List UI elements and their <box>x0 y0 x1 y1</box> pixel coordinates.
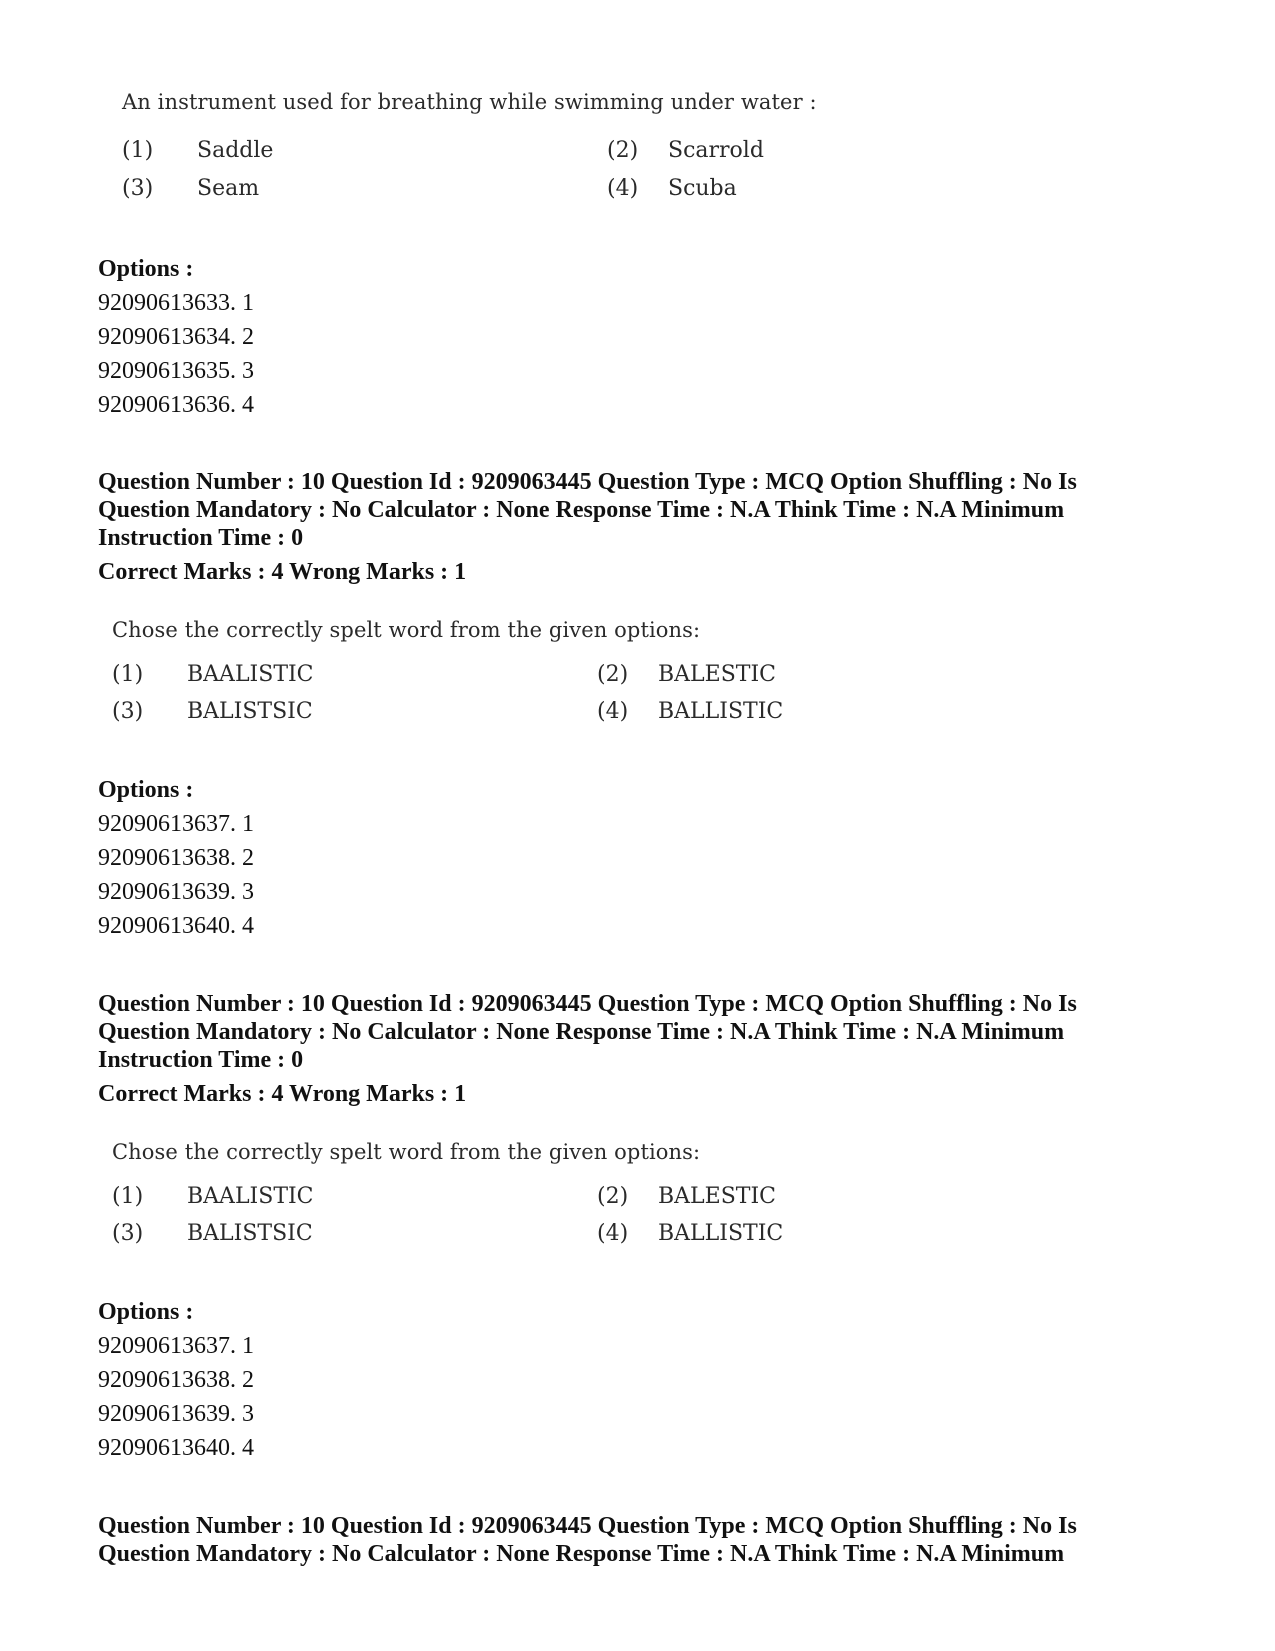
option-number: (4) <box>597 699 629 724</box>
option-text: BALISTSIC <box>187 699 313 724</box>
option-number: (1) <box>112 1184 144 1209</box>
option-number: (3) <box>112 699 144 724</box>
metadata-line: Question Number : 10 Question Id : 9209063445 Question Type : MCQ Option Shuffling : No Is <box>98 991 1077 1017</box>
options-list <box>98 773 254 943</box>
option-id: 92090613640. 4 <box>98 1435 254 1461</box>
option-number: (1) <box>112 662 144 687</box>
metadata-line: Instruction Time : 0 <box>98 1047 304 1073</box>
option-number: (2) <box>597 1184 629 1209</box>
option-number: (4) <box>597 1221 629 1246</box>
option-number: (3) <box>122 176 154 201</box>
option-text: Seam <box>197 176 260 201</box>
option-text: BAALISTIC <box>187 662 314 687</box>
metadata-line: Question Number : 10 Question Id : 9209063445 Question Type : MCQ Option Shuffling : No Is <box>98 469 1077 495</box>
question-stem: Chose the correctly spelt word from the given options: <box>112 1140 701 1164</box>
option-id: 92090613635. 3 <box>98 358 254 384</box>
option-text: BALESTIC <box>658 662 776 687</box>
metadata-line: Question Mandatory : No Calculator : None Response Time : N.A Think Time : N.A Minimum <box>98 1019 1065 1045</box>
question-stem: Chose the correctly spelt word from the given options: <box>112 618 701 642</box>
metadata-line: Question Number : 10 Question Id : 9209063445 Question Type : MCQ Option Shuffling : No Is <box>98 1513 1077 1539</box>
option-id: 92090613633. 1 <box>98 290 254 316</box>
option-id: 92090613636. 4 <box>98 392 254 418</box>
question-10-image <box>112 1140 832 1250</box>
metadata-line: Instruction Time : 0 <box>98 525 304 551</box>
option-id: 92090613639. 3 <box>98 879 254 905</box>
option-text: Scuba <box>668 176 737 201</box>
option-id: 92090613634. 2 <box>98 324 254 350</box>
options-heading: Options : <box>98 1299 194 1325</box>
question-metadata <box>98 468 1178 586</box>
option-id: 92090613637. 1 <box>98 1333 254 1359</box>
option-text: BALISTSIC <box>187 1221 313 1246</box>
option-number: (2) <box>597 662 629 687</box>
marks-line: Correct Marks : 4 Wrong Marks : 1 <box>98 559 467 585</box>
option-text: Scarrold <box>668 138 764 163</box>
option-text: Saddle <box>197 138 274 163</box>
metadata-line: Question Mandatory : No Calculator : None Response Time : N.A Think Time : N.A Minimum <box>98 1541 1065 1567</box>
option-id: 92090613638. 2 <box>98 845 254 871</box>
question-9-image <box>122 90 842 210</box>
option-number: (1) <box>122 138 154 163</box>
option-number: (2) <box>607 138 639 163</box>
question-metadata <box>98 990 1178 1108</box>
metadata-line: Question Mandatory : No Calculator : None Response Time : N.A Think Time : N.A Minimum <box>98 497 1065 523</box>
question-metadata <box>98 1512 1178 1568</box>
option-text: BALESTIC <box>658 1184 776 1209</box>
option-text: BALLISTIC <box>658 699 784 724</box>
option-id: 92090613639. 3 <box>98 1401 254 1427</box>
question-10-image <box>112 618 832 728</box>
option-id: 92090613637. 1 <box>98 811 254 837</box>
option-id: 92090613640. 4 <box>98 913 254 939</box>
option-number: (4) <box>607 176 639 201</box>
question-stem: An instrument used for breathing while swimming under water : <box>122 90 817 114</box>
options-heading: Options : <box>98 777 194 803</box>
option-number: (3) <box>112 1221 144 1246</box>
options-heading: Options : <box>98 256 194 282</box>
option-id: 92090613638. 2 <box>98 1367 254 1393</box>
option-text: BAALISTIC <box>187 1184 314 1209</box>
options-list <box>98 1295 254 1465</box>
marks-line: Correct Marks : 4 Wrong Marks : 1 <box>98 1081 467 1107</box>
option-text: BALLISTIC <box>658 1221 784 1246</box>
options-list <box>98 252 254 422</box>
